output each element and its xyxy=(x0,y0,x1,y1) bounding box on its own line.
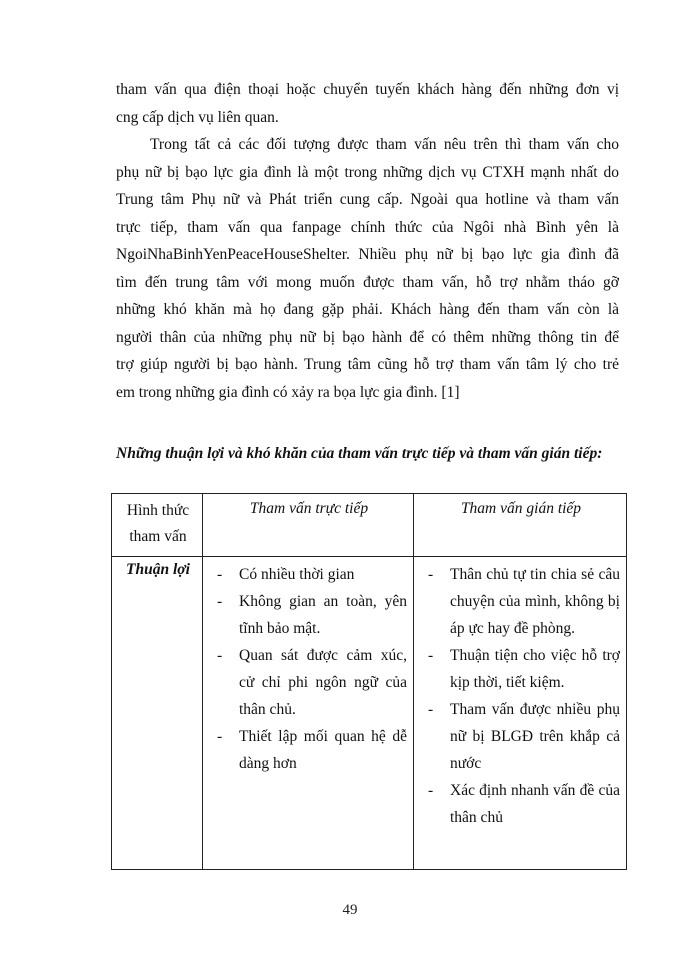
list-item-text: Không gian an toàn, yên tĩnh bảo mật. xyxy=(239,593,407,637)
text-line: tìm đến trung tâm với mong muốn được tham vấn, hỗ trợ nhằm tháo gỡ xyxy=(116,273,619,291)
text-line: Trung tâm Phụ nữ và Phát triển cung cấp. Ngoài qua hotline và tham vấn xyxy=(116,191,619,208)
header-form: Hình thức tham vấn xyxy=(112,494,203,557)
header-direct: Tham vấn trực tiếp xyxy=(203,494,414,557)
header-indirect: Tham vấn gián tiếp xyxy=(414,494,627,557)
list-item-text: Tham vấn được nhiều phụ nữ bị BLGĐ trên khắp cả nước xyxy=(450,701,620,772)
list-item-text: Quan sát được cảm xúc, cử chỉ phi ngôn ngữ của thân chủ. xyxy=(239,647,407,718)
dash-bullet: - xyxy=(217,647,223,664)
list-item-text: Thuận tiện cho việc hỗ trợ kịp thời, tiết kiệm. xyxy=(450,647,620,691)
indirect-list xyxy=(422,561,620,831)
page-number: 49 xyxy=(342,902,358,918)
comparison-table xyxy=(111,493,627,870)
list-item xyxy=(422,642,620,696)
list-item xyxy=(422,777,620,831)
list-item xyxy=(211,642,407,723)
list-item-text: Thân chủ tự tin chia sẻ câu chuyện của mình, không bị áp ực hay đề phòng. xyxy=(450,566,620,637)
list-item xyxy=(422,561,620,642)
section-heading: Những thuận lợi và khó khăn của tham vấn trực tiếp và tham vấn gián tiếp: xyxy=(116,445,603,462)
table-header-row xyxy=(112,494,627,557)
text-line: NgoiNhaBinhYenPeaceHouseShelter. Nhiều phụ nữ bị bạo lực gia đình đã xyxy=(116,246,619,263)
direct-cell xyxy=(203,557,414,870)
table-row xyxy=(112,557,627,870)
dash-bullet: - xyxy=(217,566,223,583)
dash-bullet: - xyxy=(428,566,434,583)
dash-bullet: - xyxy=(428,782,434,799)
list-item xyxy=(211,723,407,777)
text-line: người thân của những phụ nữ bị bạo hành để có thêm những thông tin để xyxy=(116,328,619,346)
indirect-cell xyxy=(414,557,627,870)
direct-list xyxy=(211,561,407,777)
row-label-advantages: Thuận lợi xyxy=(112,557,203,870)
text-line: phụ nữ bị bạo lực gia đình là một trong những dịch vụ CTXH mạnh nhất do xyxy=(116,163,619,181)
list-item-text: Thiết lập mối quan hệ dễ dàng hơn xyxy=(239,728,407,772)
paragraph-continuation xyxy=(116,76,619,131)
text-line: cng cấp dịch vụ liên quan. xyxy=(116,108,279,126)
dash-bullet: - xyxy=(217,728,223,745)
paragraph-counseling xyxy=(116,131,619,406)
text-line: trực tiếp, tham vấn qua fanpage chính thức của Ngôi nhà Bình yên là xyxy=(116,218,619,236)
text-line: Trong tất cả các đối tượng được tham vấn nêu trên thì tham vấn cho xyxy=(150,136,619,153)
list-item xyxy=(211,588,407,642)
text-line: em trong những gia đình có xảy ra bọa lực gia đình. [1] xyxy=(116,383,460,401)
dash-bullet: - xyxy=(428,701,434,718)
list-item-text: Có nhiều thời gian xyxy=(239,566,355,583)
dash-bullet: - xyxy=(428,647,434,664)
list-item xyxy=(422,696,620,777)
text-line: trợ giúp người bị bạo hành. Trung tâm cũng hỗ trợ tham vấn tâm lý cho trẻ xyxy=(116,356,619,373)
text-line: tham vấn qua điện thoại hoặc chuyển tuyến khách hàng đến những đơn vị xyxy=(116,81,619,98)
list-item-text: Xác định nhanh vấn đề của thân chủ xyxy=(450,782,620,826)
text-line: những khó khăn mà họ đang gặp phải. Khách hàng đến tham vấn còn là xyxy=(116,301,619,318)
list-item xyxy=(211,561,407,588)
dash-bullet: - xyxy=(217,593,223,610)
